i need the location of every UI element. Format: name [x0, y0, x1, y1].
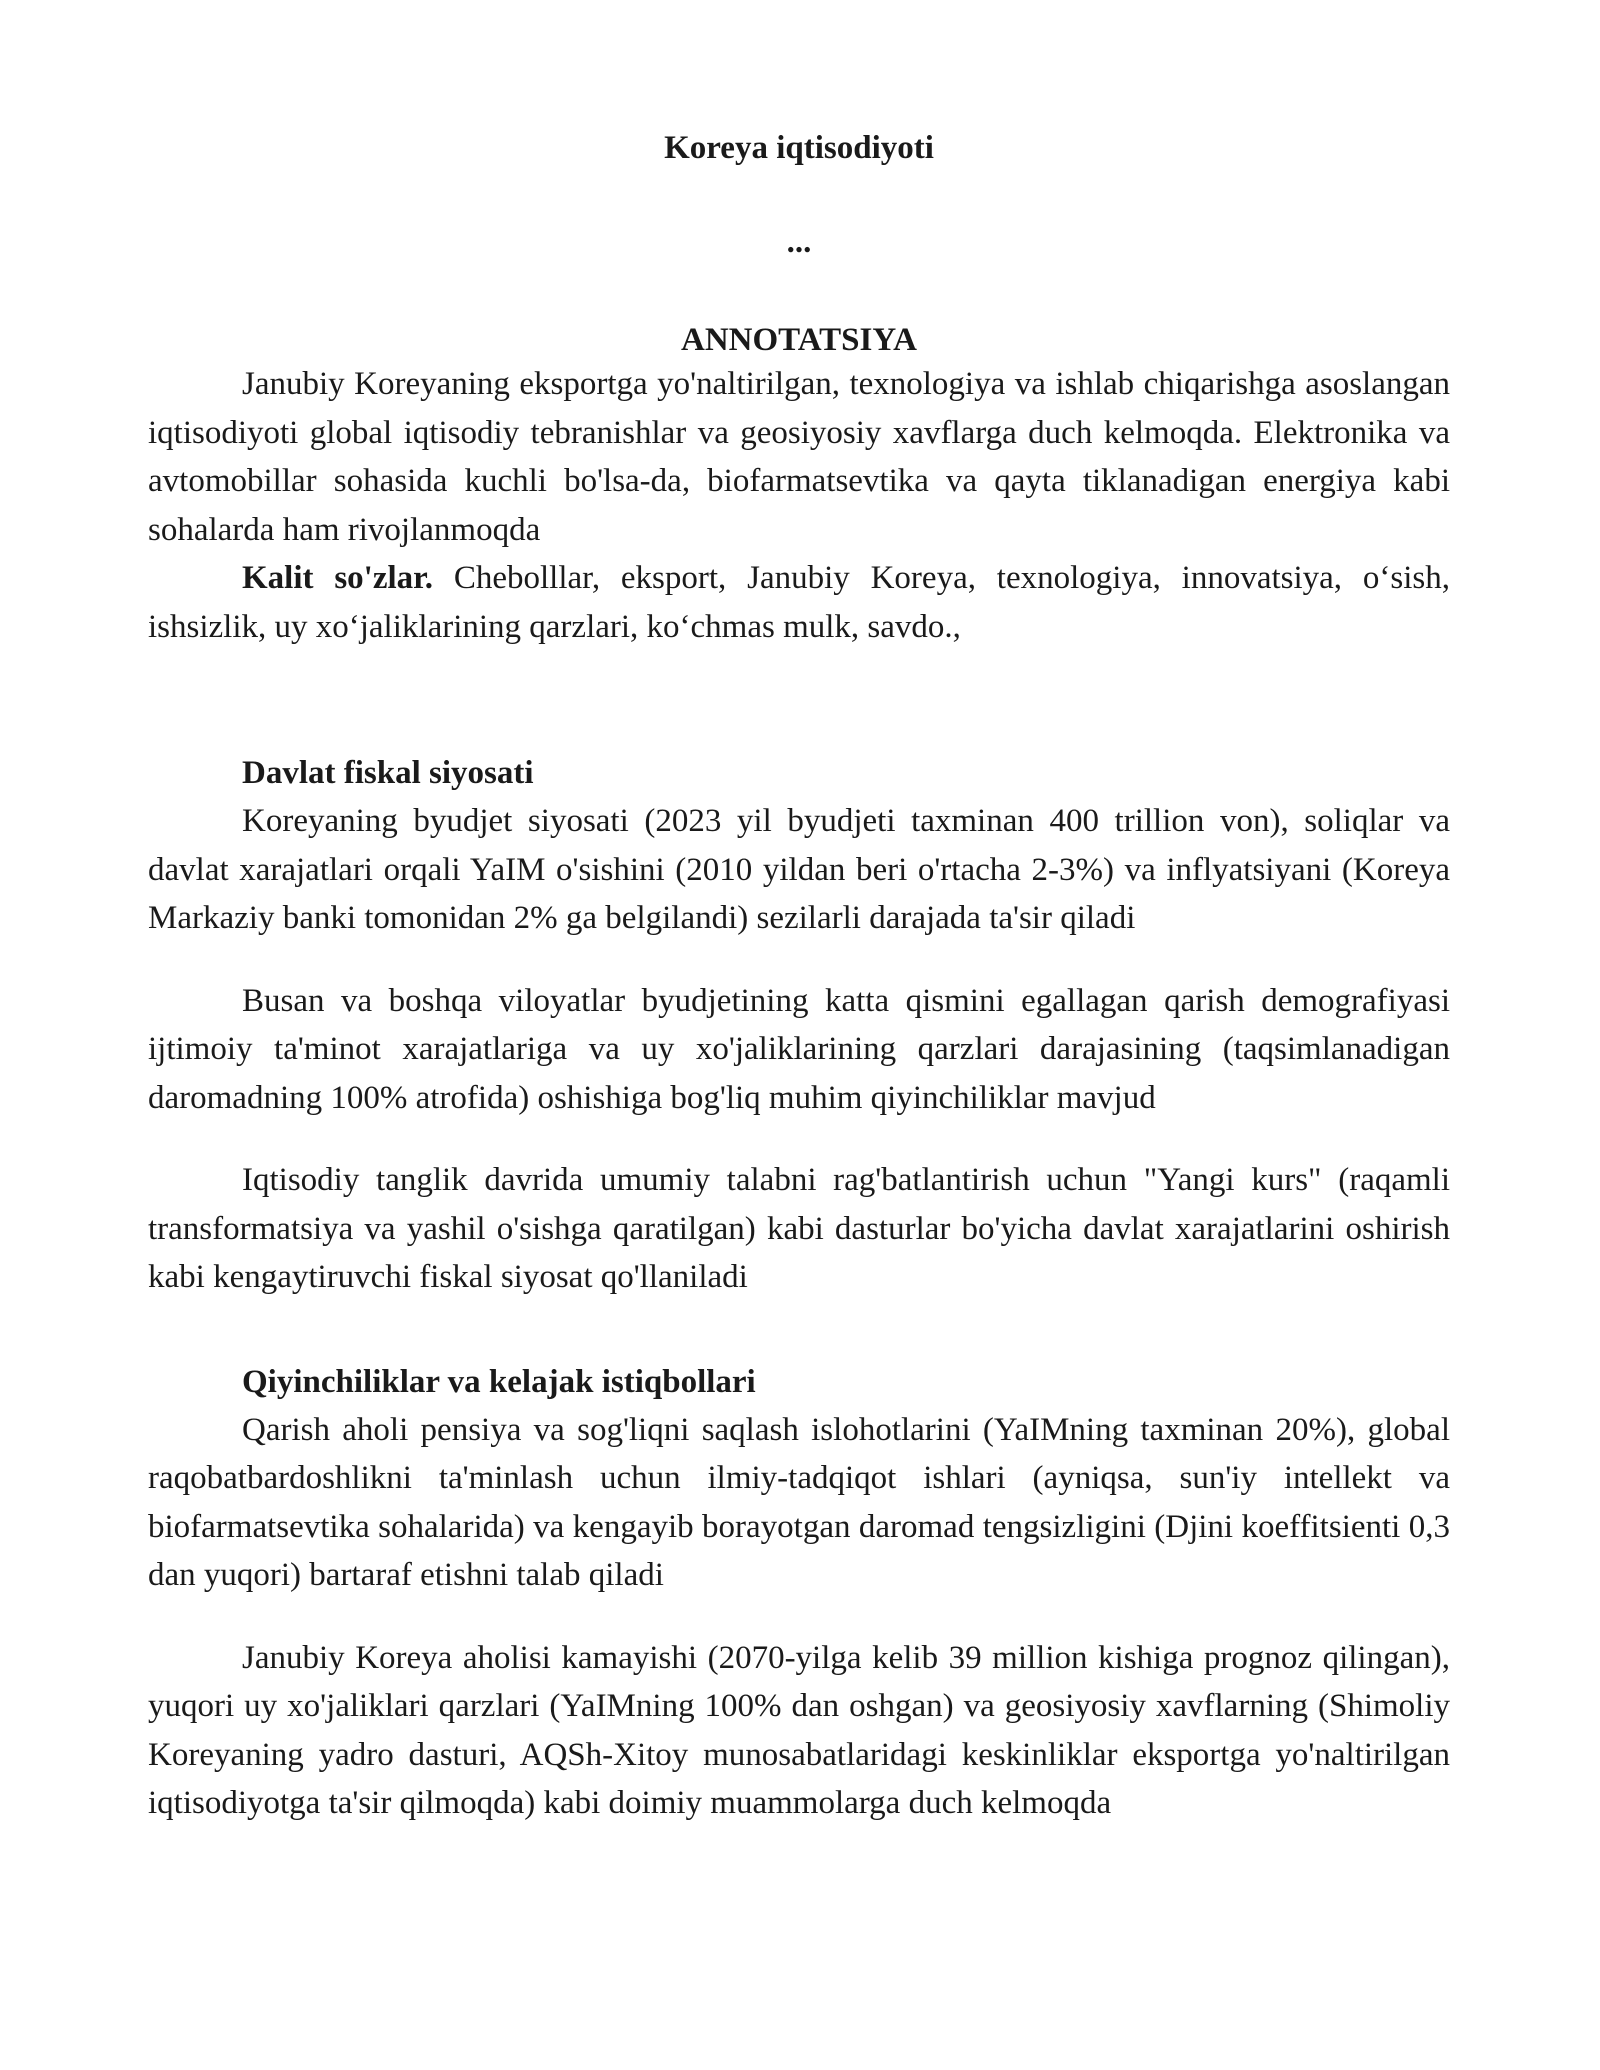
section-heading-challenges: Qiyinchiliklar va kelajak istiqbollari — [242, 1363, 756, 1400]
document-title: Koreya iqtisodiyoti — [664, 130, 934, 166]
section-paragraph: Busan va boshqa viloyatlar byudjetining katta qismini egallagan qarish demografiyasi ijtimoiy ta'minot xarajatlariga va uy xo'jaliklarining qarzlari darajasining (taqsimlanadigan daromadning 100% atrofida) oshishiga bog'liq muhim qiyinchiliklar mavjud — [148, 982, 1450, 1116]
section-heading-fiscal-policy: Davlat fiskal siyosati — [242, 755, 534, 791]
keywords-list: Chebolllar, eksport, Janubiy Koreya, texnologiya, innovatsiya, o‘sish, ishsizlik, uy xo‘jaliklarining qarzlari, ko‘chmas mulk, savdo., — [148, 560, 1450, 645]
keywords-paragraph — [148, 554, 1450, 651]
section-paragraph: Janubiy Koreya aholisi kamayishi (2070-yilga kelib 39 million kishiga prognoz qilingan), yuqori uy xo'jaliklari qarzlari (YaIMning 100% dan oshgan) va geosiyosiy xavflarning (Shimoliy Koreyaning yadro dasturi, AQSh-Xitoy munosabatlaridagi keskinliklar eksportga yo'naltirilgan iqtisodiyotga ta'sir qilmoqda) kabi doimiy muammolarga duch kelmoqda — [148, 1639, 1450, 1821]
document-page — [148, 128, 1450, 1828]
section-paragraph: Koreyaning byudjet siyosati (2023 yil byudjeti taxminan 400 trillion von), soliqlar va davlat xarajatlari orqali YaIM o'sishini (2010 yildan beri o'rtacha 2-3%) va inflyatsiyani (Koreya Markaziy banki tomonidan 2% ga belgilandi) sezilarli darajada ta'sir qiladi — [148, 803, 1450, 936]
annotation-text: Janubiy Koreyaning eksportga yo'naltirilgan, texnologiya va ishlab chiqarishga asoslangan iqtisodiyoti global iqtisodiy tebranishlar va geosiyosiy xavflarga duch kelmoqda. Elektronika va avtomobillar sohasida kuchli bo'lsa-da, biofarmatsevtika va qayta tiklanadigan energiya kabi sohalarda ham rivojlanmoqda — [148, 366, 1450, 548]
annotation-heading: ANNOTATSIYA — [681, 322, 917, 358]
title-ellipsis: ... — [786, 224, 812, 260]
section-paragraph: Qarish aholi pensiya va sog'liqni saqlash islohotlarini (YaIMning taxminan 20%), global raqobatbardoshlikni ta'minlash uchun ilmiy-tadqiqot ishlari (ayniqsa, sun'iy intellekt va biofarmatsevtika sohalarida) va kengayib borayotgan daromad tengsizligini (Djini koeffitsienti 0,3 dan yuqori) bartaraf etishni talab qiladi — [148, 1411, 1450, 1593]
section-paragraph: Iqtisodiy tanglik davrida umumiy talabni rag'batlantirish uchun "Yangi kurs" (raqamli transformatsiya va yashil o'sishga qaratilgan) kabi dasturlar bo'yicha davlat xarajatlarini oshirish kabi kengaytiruvchi fiskal siyosat qo'llaniladi — [148, 1162, 1450, 1295]
keywords-label: Kalit so'zlar. — [242, 560, 434, 596]
